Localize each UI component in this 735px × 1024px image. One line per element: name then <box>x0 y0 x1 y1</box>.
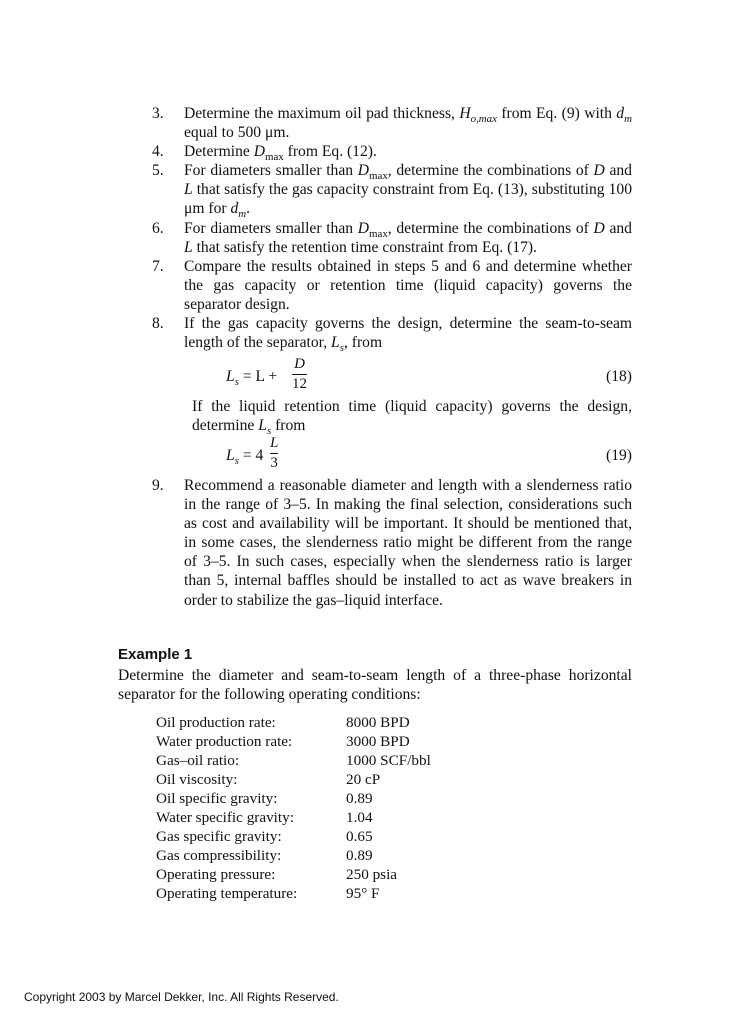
step-text: Determine $D_{max}$ from Eq. (12). <box>184 143 377 163</box>
equation-number: (18) <box>606 368 632 385</box>
step-text: For diameters smaller than $D_{max}$, determine the combinations of D and L that satisfy the gas capacity constraint from Eq. (13), substituting 100 μm for $d_m$. <box>184 162 632 221</box>
condition-value: 95° F <box>346 885 380 902</box>
fraction-bar <box>292 374 307 375</box>
condition-row <box>156 827 431 846</box>
step-text: For diameters smaller than $D_{max}$, determine the combinations of D and L that satisfy the retention time constraint from Eq. (17). <box>184 219 632 256</box>
condition-label: Operating temperature: <box>156 885 298 902</box>
step-number: 7. <box>152 257 164 275</box>
step-6 <box>152 219 632 257</box>
step-number: 4. <box>152 143 164 161</box>
condition-value: 20 cP <box>346 771 381 788</box>
equation-19 <box>152 435 632 477</box>
condition-row <box>156 884 431 903</box>
condition-label: Oil specific gravity: <box>156 790 278 807</box>
condition-value: 1.04 <box>346 809 373 826</box>
step-text: Determine the maximum oil pad thickness, $H_{o,max}$ from Eq. (9) with $d_m$ equal to 500 μm. <box>184 105 632 142</box>
condition-row <box>156 808 431 827</box>
condition-row <box>156 865 431 884</box>
condition-label: Oil production rate: <box>156 714 276 731</box>
step-number: 8. <box>152 315 164 333</box>
example-intro: Determine the diameter and seam-to-seam length of a three-phase horizontal separator for the following operating conditions: <box>118 667 632 704</box>
condition-label: Gas–oil ratio: <box>156 752 240 769</box>
procedure-steps <box>152 104 632 609</box>
condition-label: Gas compressibility: <box>156 847 282 864</box>
condition-row <box>156 789 431 808</box>
condition-label: Water production rate: <box>156 733 293 750</box>
step-3 <box>152 104 632 142</box>
condition-value: 3000 BPD <box>346 733 410 750</box>
step-4 <box>152 142 632 161</box>
condition-value: 250 psia <box>346 866 398 883</box>
step-number: 6. <box>152 219 164 237</box>
fraction-denominator: 12 <box>292 376 307 392</box>
condition-label: Oil viscosity: <box>156 771 238 788</box>
condition-row <box>156 770 431 789</box>
condition-label: Gas specific gravity: <box>156 828 282 845</box>
condition-label: Operating pressure: <box>156 866 276 883</box>
copyright-footer: Copyright 2003 by Marcel Dekker, Inc. All Rights Reserved. <box>24 990 339 1004</box>
liquid-capacity-text: If the liquid retention time (liquid capacity) governs the design, determine $L_s$ from <box>192 398 632 437</box>
fraction <box>292 356 307 393</box>
condition-row <box>156 732 431 751</box>
fraction-bar <box>270 453 278 454</box>
condition-row <box>156 846 431 865</box>
step-number: 5. <box>152 162 164 180</box>
example-title: Example 1 <box>118 646 193 663</box>
condition-value: 8000 BPD <box>346 714 410 731</box>
equation-number: (19) <box>606 447 632 464</box>
condition-value: 0.89 <box>346 847 373 864</box>
fraction-numerator: L <box>270 435 279 451</box>
step-number: 9. <box>152 477 164 494</box>
operating-conditions-table <box>156 713 431 903</box>
step-8 <box>152 314 632 352</box>
equation-expression: $L_s = 4$ <box>226 447 264 467</box>
condition-value: 0.65 <box>346 828 373 845</box>
fraction <box>270 435 278 472</box>
condition-row <box>156 713 431 732</box>
step-text: Recommend a reasonable diameter and length with a slenderness ratio in the range of 3–5. In making the final selection, considerations such as cost and availability will be important. It should be mentioned that, in some cases, the slenderness ratio might be different from the range of 3–5. In such cases, especially when the slenderness ratio is larger than 5, internal baffles should be installed to act as wave breakers in order to stabilize the gas–liquid interface. <box>184 477 632 609</box>
condition-label: Water specific gravity: <box>156 809 294 826</box>
step-9 <box>152 476 632 610</box>
fraction-numerator: D <box>294 356 305 372</box>
condition-value: 0.89 <box>346 790 373 807</box>
equation-18 <box>152 356 632 398</box>
step-text: If the gas capacity governs the design, determine the seam-to-seam length of the separator, $L_s$, from <box>184 315 632 354</box>
condition-row <box>156 751 431 770</box>
step-text: Compare the results obtained in steps 5 and 6 and determine whether the gas capacity or retention time (liquid capacity) governs the separator design. <box>184 257 632 313</box>
fraction-denominator: 3 <box>270 455 278 471</box>
condition-value: 1000 SCF/bbl <box>346 752 431 769</box>
step-7 <box>152 257 632 314</box>
equation-expression: $L_s = L$ + <box>226 368 278 388</box>
step-number: 3. <box>152 105 164 122</box>
step-5 <box>152 161 632 221</box>
